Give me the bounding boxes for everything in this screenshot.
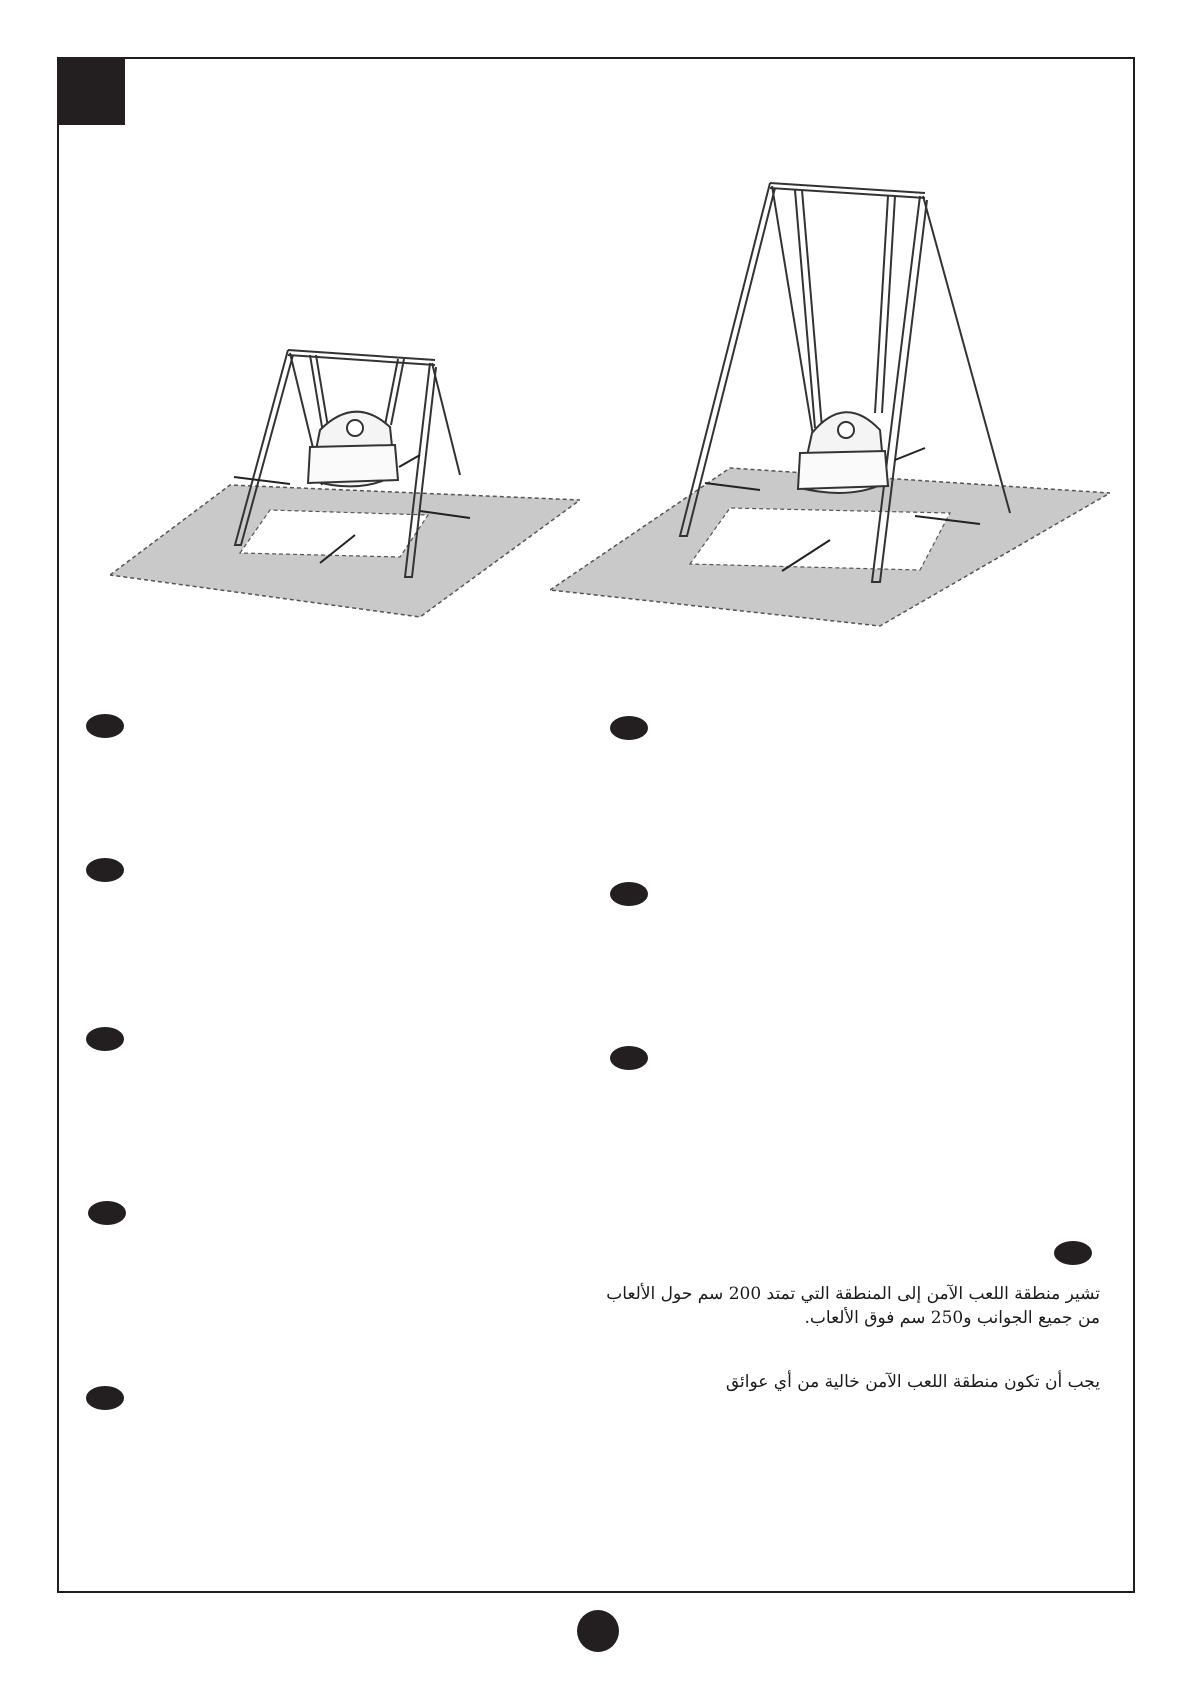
small-swing-illustration xyxy=(110,335,580,625)
safety-text-arabic-para2 xyxy=(600,1370,1100,1394)
large-swing-illustration xyxy=(550,178,1110,628)
language-marker-dot xyxy=(86,858,124,882)
swing-ropes xyxy=(795,190,895,428)
language-marker-dot xyxy=(1054,1241,1092,1265)
language-marker-dot xyxy=(610,1046,648,1070)
safety-text-arabic-para1 xyxy=(600,1282,1100,1330)
safety-zone-ground xyxy=(110,485,580,617)
language-marker-dot xyxy=(86,1386,124,1410)
language-marker-dot xyxy=(86,714,124,738)
language-marker-dot xyxy=(88,1201,126,1225)
section-marker-block xyxy=(57,57,125,125)
safety-text-line2: من جميع الجوانب و250 سم فوق الألعاب. xyxy=(804,1308,1100,1328)
safety-text-line3: يجب أن تكون منطقة اللعب الآمن خالية من أي عوائق xyxy=(725,1372,1100,1392)
language-marker-dot xyxy=(610,882,648,906)
safety-text-line1: تشير منطقة اللعب الآمن إلى المنطقة التي تمتد 200 سم حول الألعاب xyxy=(606,1284,1100,1304)
language-marker-dot xyxy=(86,1027,124,1051)
page-number-dot xyxy=(577,1610,619,1652)
language-marker-dot xyxy=(610,716,648,740)
